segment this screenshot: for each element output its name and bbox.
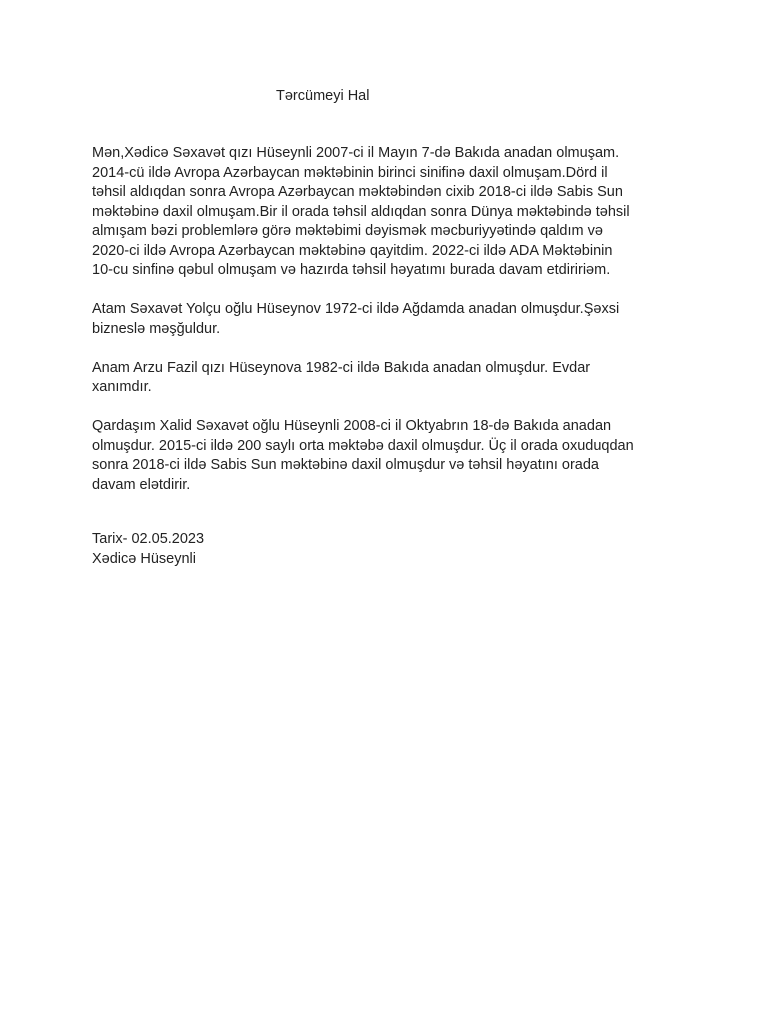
text-line: Anam Arzu Fazil qızı Hüseynova 1982-ci ildə Bakıda anadan olmuşdur. Evdar [92,359,591,376]
paragraph-father [92,300,692,339]
text-line: 2020-ci ildə Avropa Azərbaycan məktəbinə qayitdim. 2022-ci ildə ADA Məktəbinin [92,242,613,259]
text-line: xanımdır. [92,379,152,395]
text-line: Qardaşım Xalid Səxavət oğlu Hüseynli 2008-ci il Oktyabrın 18-də Bakıda anadan [92,418,612,434]
text-line: almışam bəzi problemlərə görə məktəbimi dəyismək məcburiyyətində qaldım və [92,223,603,239]
text-line: sonra 2018-ci ildə Sabis Sun məktəbinə daxil olmuşdur və təhsil həyatını orada [92,457,599,473]
document-body [92,144,692,515]
text-line: Atam Səxavət Yolçu oğlu Hüseynov 1972-ci ildə Ağdamda anadan olmuşdur.Şəxsi [92,301,620,317]
text-line: olmuşdur. 2015-ci ildə 200 saylı orta məktəbə daxil olmuşdur. Üç il orada oxuduqdan [92,437,634,454]
paragraph-mother [92,359,692,398]
text-line: məktəbinə daxil olmuşam.Bir il orada təhsil aldıqdan sonra Dünya məktəbində təhsil [92,203,630,220]
document-title: Tərcümeyi Hal [276,88,370,104]
text-line: təhsil aldıqdan sonra Avropa Azərbaycan məktəbindən cixib 2018-ci ildə Sabis Sun [92,184,623,200]
text-line: davam elətdirir. [92,476,191,493]
text-line: 2014-cü ildə Avropa Azərbaycan məktəbinin birinci sinifinə daxil olmuşam.Dörd il [92,164,608,181]
text-line: bizneslə məşğuldur. [92,320,221,337]
signature-name: Xədicə Hüseynli [92,550,196,567]
paragraph-brother [92,417,692,495]
signature-block [92,530,204,569]
text-line: 10-cu sinfinə qəbul olmuşam və hazırda təhsil həyatımı burada davam etdiririəm. [92,262,611,278]
date-line: Tarix- 02.05.2023 [92,531,205,547]
paragraph-biography [92,144,692,281]
text-line: Mən,Xədicə Səxavət qızı Hüseynli 2007-ci il Mayın 7-də Bakıda anadan olmuşam. [92,145,620,161]
